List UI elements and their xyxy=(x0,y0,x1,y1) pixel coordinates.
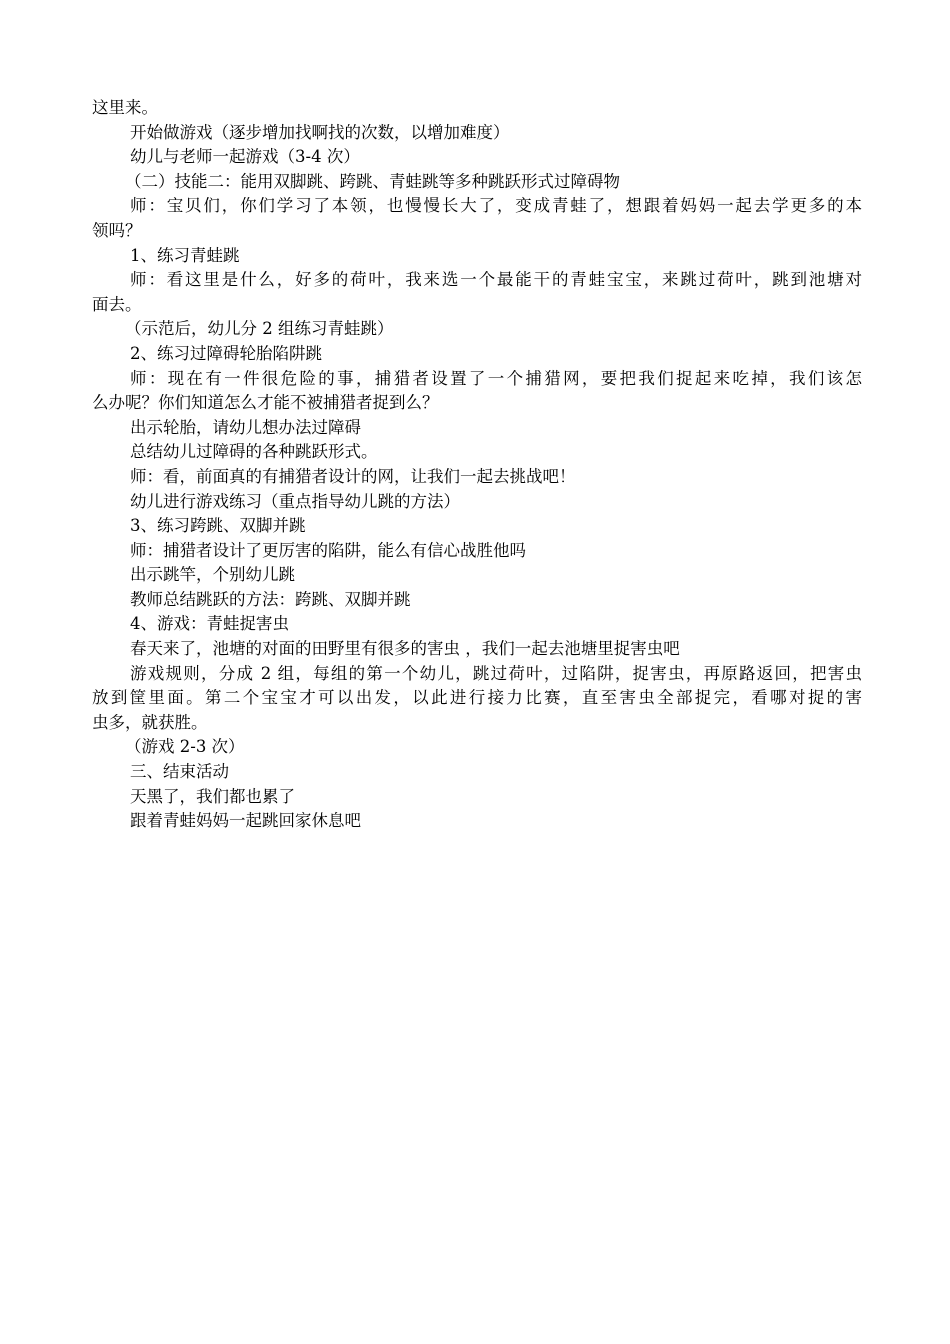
document-page xyxy=(92,96,862,834)
text-line-2: 开始做游戏（逐步增加找啊找的次数，以增加难度） xyxy=(130,122,510,142)
text-line-14: 出示轮胎，请幼儿想办法过障碍 xyxy=(130,417,361,437)
text-line-13: 么办呢？你们知道怎么才能不被捕猎者捉到么？ xyxy=(92,393,439,413)
text-line-12: 师：现在有一件很危险的事，捕猎者设置了一个捕猎网，要把我们捉起来吃掉，我们该怎 xyxy=(130,368,862,388)
step-heading-4: 4、游戏：青蛙捉害虫 xyxy=(130,614,289,634)
step-heading-1: 1、练习青蛙跳 xyxy=(130,245,240,265)
text-line-3: 幼儿与老师一起游戏（3-4 次） xyxy=(130,147,360,167)
text-line-16: 师：看，前面真的有捕猎者设计的网，让我们一起去挑战吧！ xyxy=(130,466,576,486)
section-heading-skill-two: （二）技能二：能用双脚跳、跨跳、青蛙跳等多种跳跃形式过障碍物 xyxy=(125,171,620,191)
text-line-6: 领吗？ xyxy=(92,220,142,240)
text-line-27: （游戏 2-3 次） xyxy=(125,737,245,757)
text-line-1: 这里来。 xyxy=(92,98,158,117)
step-heading-2: 2、练习过障碍轮胎陷阱跳 xyxy=(130,343,322,363)
text-line-26: 虫多，就获胜。 xyxy=(92,712,208,732)
text-line-19: 师：捕猎者设计了更厉害的陷阱，能么有信心战胜他吗 xyxy=(130,540,526,560)
text-line-10: （示范后，幼儿分 2 组练习青蛙跳） xyxy=(125,319,394,339)
text-line-25: 放到筐里面。第二个宝宝才可以出发，以此进行接力比赛，直至害虫全部捉完，看哪对捉的害 xyxy=(92,688,862,708)
text-line-8: 师：看这里是什么，好多的荷叶，我来选一个最能干的青蛙宝宝，来跳过荷叶，跳到池塘对 xyxy=(130,270,862,290)
text-line-29: 天黑了，我们都也累了 xyxy=(130,786,295,806)
text-line-23: 春天来了，池塘的对面的田野里有很多的害虫 ，我们一起去池塘里捉害虫吧 xyxy=(130,639,680,659)
text-line-9: 面去。 xyxy=(92,294,142,314)
text-line-30: 跟着青蛙妈妈一起跳回家休息吧 xyxy=(130,811,361,831)
step-heading-3: 3、练习跨跳、双脚并跳 xyxy=(130,516,306,536)
text-line-5: 师：宝贝们，你们学习了本领，也慢慢长大了，变成青蛙了，想跟着妈妈一起去学更多的本 xyxy=(130,196,862,216)
text-line-20: 出示跳竿，个别幼儿跳 xyxy=(130,565,295,585)
text-line-15: 总结幼儿过障碍的各种跳跃形式。 xyxy=(130,442,378,462)
text-line-24: 游戏规则，分成 2 组，每组的第一个幼儿，跳过荷叶，过陷阱，捉害虫，再原路返回，把害虫 xyxy=(130,663,862,683)
text-line-17: 幼儿进行游戏练习（重点指导幼儿跳的方法） xyxy=(130,491,460,511)
text-line-21: 教师总结跳跃的方法：跨跳、双脚并跳 xyxy=(130,589,411,609)
section-heading-end: 三、结束活动 xyxy=(130,762,229,782)
